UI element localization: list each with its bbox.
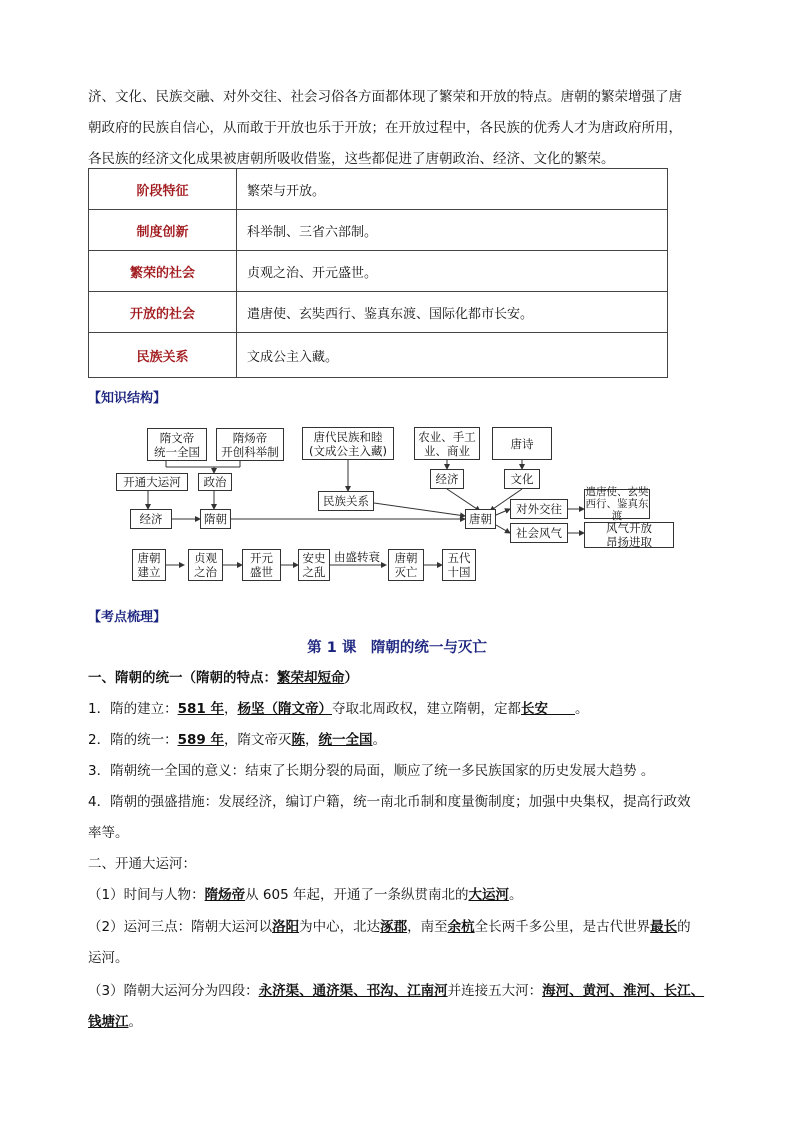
box-zhenguan: 贞观 之治: [188, 549, 223, 581]
text: ，隋文帝灭: [223, 732, 292, 748]
section-exam-points: 【考点梳理】: [88, 610, 167, 625]
point-establishment: [88, 697, 588, 717]
keyword: 589 年: [177, 732, 224, 748]
keyword: 统一全国: [318, 732, 373, 748]
keyword: 洛阳: [272, 919, 300, 935]
box-ethnic-peace: 唐代民族和睦 (文成公主入藏): [302, 427, 394, 460]
intro-line: 济、文化、民族交融、对外交往、社会习俗各方面都体现了繁荣和开放的特点。唐朝的繁荣增强了唐: [88, 89, 682, 105]
table-value: 遣唐使、玄奘西行、鉴真东渡、国际化都市长安。: [237, 292, 668, 333]
text: 为中心，北达: [299, 919, 381, 935]
text: 一、隋朝的统一（隋朝的特点：: [88, 670, 277, 686]
table-row: [89, 333, 668, 378]
box-economy-sui: 经济: [130, 509, 172, 529]
knowledge-diagram: [112, 423, 682, 585]
table-value: 科举制、三省六部制。: [237, 210, 668, 251]
text: 。: [574, 701, 589, 717]
text: （1）时间与人物：: [88, 887, 205, 903]
box-kaiyuan: 开元 盛世: [242, 549, 281, 581]
box-tang: 唐朝: [465, 509, 496, 529]
box-anshi: 安史 之乱: [298, 549, 330, 581]
box-yangdi: 隋炀帝 开创科举制: [216, 428, 284, 461]
canal-sections: [88, 979, 704, 999]
canal-three-points-cont: 运河。: [88, 950, 129, 966]
canal-time-people: [88, 883, 522, 903]
text: 夺取北周政权，建立隋朝，定都: [331, 701, 521, 717]
text: ，南至: [407, 919, 448, 935]
box-wendi: 隋文帝 统一全国: [147, 428, 207, 461]
table-value: 文成公主入藏。: [237, 333, 668, 378]
text: 1．隋的建立：: [88, 701, 178, 717]
heading-unification: [88, 666, 358, 686]
box-tang-fall: 唐朝 灭亡: [388, 549, 424, 581]
keyword: 涿郡: [380, 919, 408, 935]
tang-features-table: [88, 168, 668, 378]
text: ）: [344, 670, 358, 686]
section-knowledge-structure: 【知识结构】: [88, 391, 167, 406]
canal-sections-cont: [88, 1010, 142, 1030]
box-tang-founding: 唐朝 建立: [132, 549, 166, 581]
keyword: 永济渠、通济渠、邗沟、江南河: [258, 983, 448, 999]
table-key: 民族关系: [89, 333, 237, 378]
point-significance: 3．隋朝统一全国的意义：结束了长期分裂的局面，顺应了统一多民族国家的历史发展大趋势 。: [88, 763, 655, 779]
text: ，: [304, 732, 319, 748]
table-row: [89, 210, 668, 251]
box-customs-detail: 风气开放 昂扬进取: [584, 522, 674, 548]
text: ，: [223, 701, 238, 717]
keyword: 繁荣却短命: [277, 670, 345, 686]
box-economy-tang: 经济: [430, 469, 464, 489]
point-unification: [88, 728, 386, 748]
keyword: 最长: [650, 919, 678, 935]
table-row: [89, 251, 668, 292]
keyword: 581 年: [177, 701, 224, 717]
text: （3）隋朝大运河分为四段：: [88, 983, 259, 999]
text: 2．隋的统一：: [88, 732, 178, 748]
text: 。: [372, 732, 386, 748]
point-measures-cont: 率等。: [88, 825, 129, 841]
heading-canal: 二、开通大运河：: [88, 856, 196, 872]
intro-paragraph: [88, 82, 708, 175]
keyword: 钱塘江: [88, 1014, 129, 1030]
text: 。: [128, 1014, 142, 1030]
table-value: 贞观之治、开元盛世。: [237, 251, 668, 292]
keyword: 隋炀帝: [204, 887, 246, 903]
text: 并连接五大河：: [447, 983, 543, 999]
box-poetry: 唐诗: [492, 427, 552, 460]
text: 从 605 年起，开通了一条纵贯南北的: [245, 887, 469, 903]
text: 的: [677, 919, 691, 935]
keyword: 陈: [291, 732, 305, 748]
text: 。: [508, 887, 523, 903]
box-sui: 隋朝: [200, 509, 231, 529]
intro-line: 朝政府的民族自信心，从而敢于开放也乐于开放；在开放过程中，各民族的优秀人才为唐政府所用，: [88, 120, 682, 136]
lesson-title: 第 1 课 隋朝的统一与灭亡: [307, 640, 487, 656]
keyword: 余杭: [447, 919, 475, 935]
keyword: 大运河: [468, 887, 509, 903]
box-culture: 文化: [504, 469, 540, 489]
table-key: 开放的社会: [89, 292, 237, 333]
table-key: 制度创新: [89, 210, 237, 251]
label-decline: 由盛转衰: [334, 550, 380, 564]
table-key: 阶段特征: [89, 169, 237, 210]
box-canal: 开通大运河: [116, 473, 188, 491]
point-measures: 4．隋朝的强盛措施：发展经济，编订户籍，统一南北币制和度量衡制度；加强中央集权，提高行政效: [88, 794, 691, 810]
text: 全长两千多公里，是古代世界: [474, 919, 651, 935]
box-ethnic-relations: 民族关系: [318, 491, 374, 511]
keyword: 海河、黄河、淮河、长江、: [542, 983, 705, 999]
box-foreign-detail: 遣唐使、玄奘西行、鉴真东渡: [585, 486, 649, 522]
table-value: 繁荣与开放。: [237, 169, 668, 210]
canal-three-points: [88, 915, 691, 935]
table-row: [89, 292, 668, 333]
box-politics: 政治: [198, 473, 232, 491]
box-foreign-relations: 对外交往: [510, 499, 568, 519]
box-five-dynasties: 五代 十国: [442, 549, 476, 581]
box-customs: 社会风气: [510, 523, 568, 543]
intro-line: 各民族的经济文化成果被唐朝所吸收借鉴，这些都促进了唐朝政治、经济、文化的繁荣。: [88, 151, 615, 167]
keyword: 杨坚（隋文帝）: [237, 701, 332, 717]
table-row: [89, 169, 668, 210]
keyword: 长安: [520, 701, 548, 717]
box-agriculture: 农业、手工 业、商业: [414, 427, 480, 460]
table-key: 繁荣的社会: [89, 251, 237, 292]
text: （2）运河三点：隋朝大运河以: [88, 919, 273, 935]
